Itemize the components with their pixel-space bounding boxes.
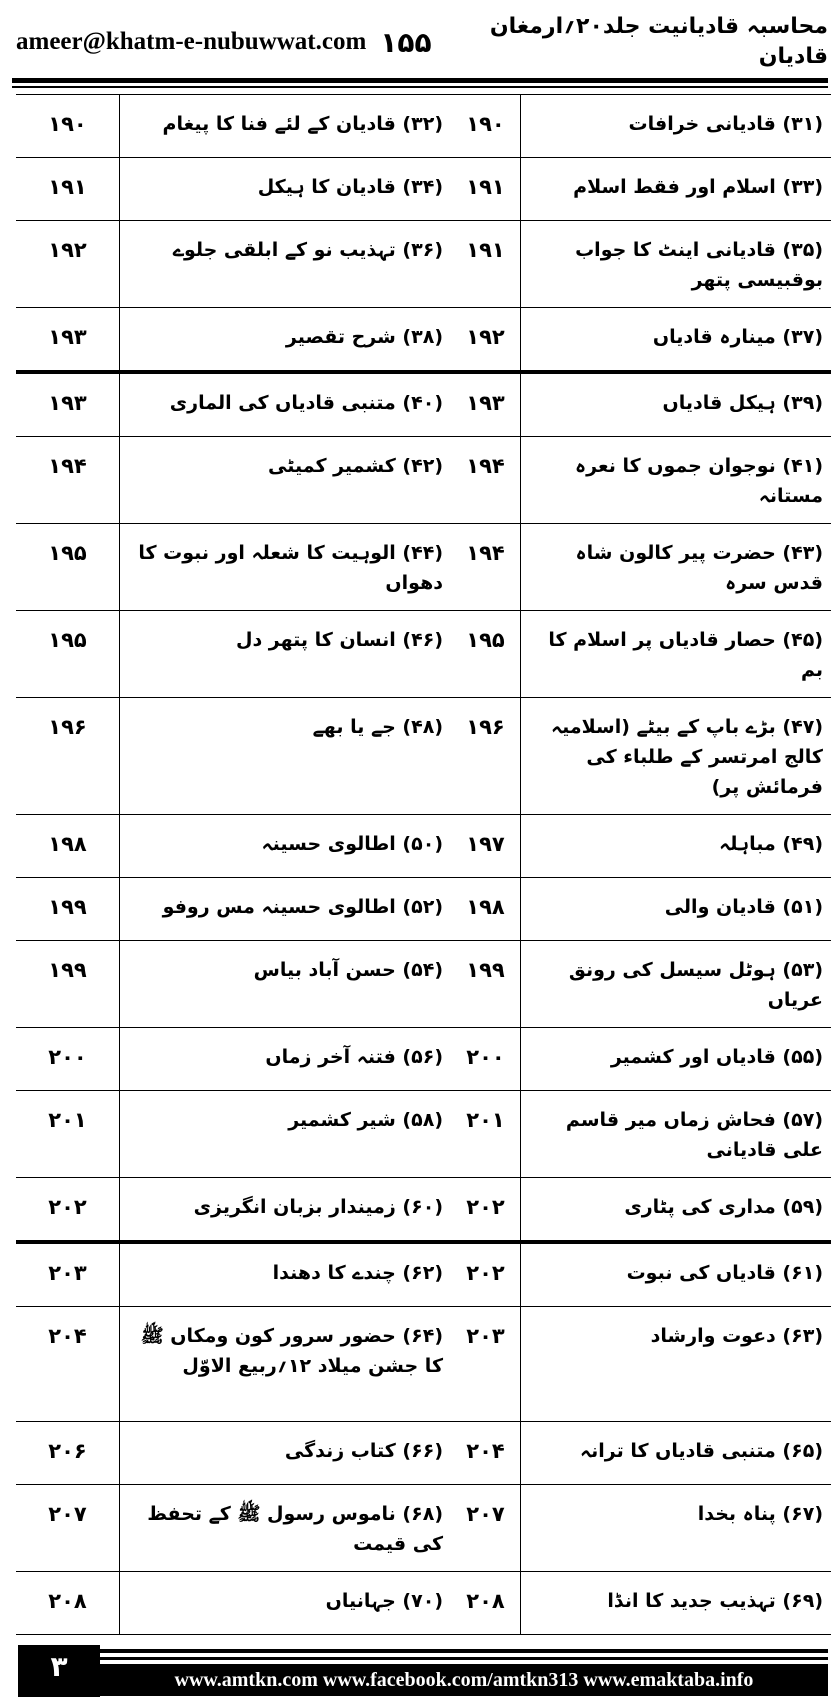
right-entry-page: ۱۹۵ bbox=[451, 611, 521, 697]
left-entry-title: (۶۰) زمیندار بزبان انگریزی bbox=[193, 1196, 443, 1218]
right-entry-page: ۱۹۱ bbox=[451, 158, 521, 220]
left-entry-title: (۶۶) کتاب زندگی bbox=[284, 1440, 443, 1462]
header-book-title: محاسبہ قادیانیت جلد۲۰؍ارمغان قادیان bbox=[489, 14, 828, 69]
right-entry-title: (۳۷) مینارہ قادیاں bbox=[652, 326, 823, 348]
left-entry-title: (۴۰) متنبی قادیاں کی الماری bbox=[169, 392, 443, 414]
left-entry-title: (۵۸) شیر کشمیر bbox=[288, 1109, 443, 1131]
footer-page-number: ۳ bbox=[50, 1650, 68, 1683]
right-entry-page: ۲۰۴ bbox=[451, 1422, 521, 1484]
footer-rule bbox=[100, 1649, 828, 1653]
header-email: ameer@khatm-e-nubuwwat.com bbox=[16, 28, 367, 55]
right-entry-page: ۱۹۴ bbox=[451, 524, 521, 610]
left-entry-title: (۵۶) فتنہ آخر زماں bbox=[265, 1046, 443, 1068]
table-row bbox=[16, 1177, 831, 1240]
left-entry-title: (۳۴) قادیان کا ہیکل bbox=[257, 176, 443, 198]
left-entry-title: (۳۶) تہذیب نو کے ابلقی جلوے bbox=[172, 239, 443, 261]
table-row bbox=[16, 1571, 831, 1634]
right-entry-page: ۲۰۱ bbox=[451, 1091, 521, 1177]
left-entry-page: ۱۹۵ bbox=[16, 524, 120, 610]
table-row bbox=[16, 1484, 831, 1571]
table-row bbox=[16, 220, 831, 307]
left-entry-page: ۱۹۴ bbox=[16, 437, 120, 523]
left-entry-page: ۲۰۳ bbox=[16, 1244, 120, 1306]
footer-rule bbox=[100, 1657, 828, 1660]
left-entry-title: (۴۲) کشمیر کمیٹی bbox=[267, 455, 443, 477]
table-row bbox=[16, 157, 831, 220]
table-row bbox=[16, 877, 831, 940]
footer-links: www.amtkn.com www.facebook.com/amtkn313 www.emaktaba.info bbox=[100, 1664, 828, 1696]
right-entry-page: ۱۹۲ bbox=[451, 308, 521, 370]
left-entry-title: (۷۰) جہانیاں bbox=[325, 1590, 443, 1612]
right-entry-title: (۵۱) قادیان والی bbox=[664, 896, 823, 918]
left-entry-title: (۴۴) الوہیت کا شعلہ اور نبوت کا دھواں bbox=[138, 542, 443, 594]
right-entry-title: (۵۹) مداری کی پٹاری bbox=[624, 1196, 823, 1218]
table-row bbox=[16, 1090, 831, 1177]
table-row bbox=[16, 940, 831, 1027]
right-entry-title: (۴۹) مباہلہ bbox=[719, 833, 823, 855]
right-entry-page: ۲۰۷ bbox=[451, 1485, 521, 1571]
left-entry-title: (۶۴) حضور سرور کون ومکاں ﷺ کا جشن میلاد ۱۲؍ربیع الاوّل bbox=[140, 1325, 443, 1377]
left-entry-page: ۲۰۴ bbox=[16, 1307, 120, 1421]
left-entry-page: ۲۰۶ bbox=[16, 1422, 120, 1484]
table-row bbox=[16, 94, 831, 157]
right-entry-page: ۱۹۶ bbox=[451, 698, 521, 814]
left-entry-title: (۳۸) شرح تقصیر bbox=[285, 326, 443, 348]
right-entry-title: (۵۷) فحاش زماں میر قاسم علی قادیانی bbox=[565, 1109, 823, 1161]
table-row bbox=[16, 1306, 831, 1421]
table-row bbox=[16, 1421, 831, 1484]
right-entry-title: (۳۹) ہیکل قادیاں bbox=[662, 392, 823, 414]
right-entry-title: (۳۳) اسلام اور فقط اسلام bbox=[573, 176, 823, 198]
right-entry-title: (۶۹) تہذیب جدید کا انڈا bbox=[607, 1590, 823, 1612]
table-row bbox=[16, 523, 831, 610]
right-entry-page: ۱۹۷ bbox=[451, 815, 521, 877]
left-entry-page: ۱۹۶ bbox=[16, 698, 120, 814]
left-entry-title: (۵۰) اطالوی حسینہ bbox=[261, 833, 443, 855]
right-entry-page: ۲۰۳ bbox=[451, 1307, 521, 1421]
table-row bbox=[16, 1240, 831, 1306]
left-entry-page: ۱۹۳ bbox=[16, 308, 120, 370]
right-entry-title: (۴۷) بڑے باپ کے بیٹے (اسلامیہ کالج امرتسر کے طلباء کی فرمائش پر) bbox=[550, 716, 823, 798]
left-entry-page: ۱۹۲ bbox=[16, 221, 120, 307]
page-footer bbox=[18, 1645, 828, 1697]
right-entry-page: ۲۰۲ bbox=[451, 1178, 521, 1240]
right-entry-page: ۱۹۰ bbox=[451, 95, 521, 157]
right-entry-title: (۵۵) قادیاں اور کشمیر bbox=[610, 1046, 823, 1068]
contents-table bbox=[16, 94, 831, 1635]
right-entry-title: (۵۳) ہوٹل سیسل کی رونق عریاں bbox=[568, 959, 823, 1011]
right-entry-page: ۲۰۲ bbox=[451, 1244, 521, 1306]
left-entry-page: ۱۹۱ bbox=[16, 158, 120, 220]
right-entry-title: (۶۳) دعوت وارشاد bbox=[650, 1325, 823, 1347]
header-rule-thick bbox=[12, 78, 828, 83]
page-header bbox=[0, 0, 840, 72]
left-entry-title: (۳۲) قادیان کے لئے فنا کا پیغام bbox=[162, 113, 443, 135]
left-entry-page: ۲۰۸ bbox=[16, 1572, 120, 1634]
left-entry-title: (۶۲) چندے کا دھندا bbox=[272, 1262, 443, 1284]
table-row bbox=[16, 307, 831, 370]
table-row bbox=[16, 1027, 831, 1090]
left-entry-page: ۲۰۷ bbox=[16, 1485, 120, 1571]
right-entry-page: ۱۹۳ bbox=[451, 374, 521, 436]
right-entry-title: (۳۱) قادیانی خرافات bbox=[628, 113, 823, 135]
right-entry-page: ۱۹۴ bbox=[451, 437, 521, 523]
table-row bbox=[16, 610, 831, 697]
header-rule-thin bbox=[12, 86, 828, 88]
left-entry-page: ۱۹۳ bbox=[16, 374, 120, 436]
right-entry-title: (۳۵) قادیانی اینٹ کا جواب بوقبیسی پتھر bbox=[575, 239, 823, 291]
right-entry-page: ۲۰۸ bbox=[451, 1572, 521, 1634]
right-entry-title: (۴۱) نوجوان جموں کا نعرہ مستانہ bbox=[575, 455, 823, 507]
left-entry-title: (۵۲) اطالوی حسینہ مس روفو bbox=[162, 896, 443, 918]
right-entry-page: ۱۹۹ bbox=[451, 941, 521, 1027]
left-entry-title: (۵۴) حسن آباد بیاس bbox=[253, 959, 443, 981]
left-entry-page: ۲۰۱ bbox=[16, 1091, 120, 1177]
left-entry-page: ۱۹۹ bbox=[16, 878, 120, 940]
right-entry-title: (۶۷) پناہ بخدا bbox=[697, 1503, 823, 1525]
left-entry-page: ۱۹۰ bbox=[16, 95, 120, 157]
right-entry-page: ۱۹۱ bbox=[451, 221, 521, 307]
left-entry-page: ۱۹۹ bbox=[16, 941, 120, 1027]
left-entry-page: ۲۰۲ bbox=[16, 1178, 120, 1240]
table-row bbox=[16, 697, 831, 814]
right-entry-page: ۱۹۸ bbox=[451, 878, 521, 940]
left-entry-page: ۱۹۸ bbox=[16, 815, 120, 877]
left-entry-title: (۴۶) انسان کا پتھر دل bbox=[235, 629, 443, 651]
table-row bbox=[16, 814, 831, 877]
right-entry-title: (۴۳) حضرت پیر کالون شاہ قدس سرہ bbox=[575, 542, 823, 594]
table-row bbox=[16, 370, 831, 436]
right-entry-title: (۶۱) قادیاں کی نبوت bbox=[626, 1262, 823, 1284]
right-entry-page: ۲۰۰ bbox=[451, 1028, 521, 1090]
header-page-number: ۱۵۵ bbox=[380, 25, 432, 59]
right-entry-title: (۴۵) حصار قادیاں پر اسلام کا بم bbox=[548, 629, 823, 681]
left-entry-title: (۴۸) جے یا بھے bbox=[312, 716, 443, 738]
table-row bbox=[16, 436, 831, 523]
left-entry-title: (۶۸) ناموس رسول ﷺ کے تحفظ کی قیمت bbox=[147, 1503, 443, 1555]
right-entry-title: (۶۵) متنبی قادیاں کا ترانہ bbox=[579, 1440, 823, 1462]
left-entry-page: ۱۹۵ bbox=[16, 611, 120, 697]
left-entry-page: ۲۰۰ bbox=[16, 1028, 120, 1090]
